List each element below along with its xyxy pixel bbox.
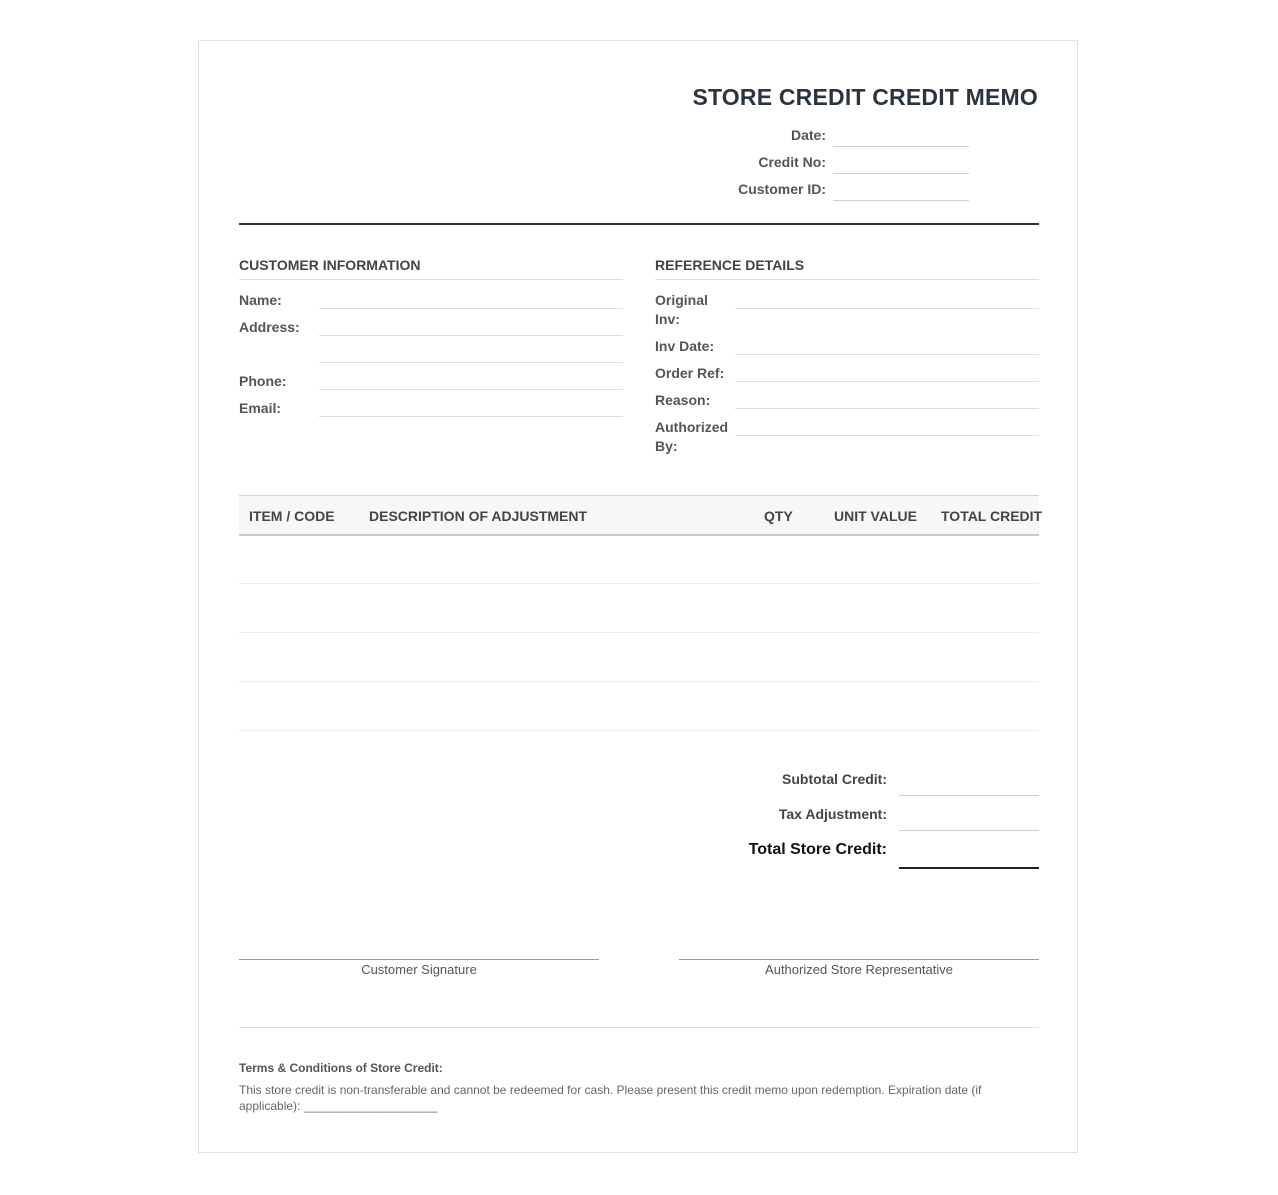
original-inv-label: Original Inv:: [655, 292, 708, 327]
inv-date-field[interactable]: [735, 354, 1039, 355]
customer-signature-line[interactable]: [239, 959, 599, 960]
email-field[interactable]: [319, 416, 623, 417]
footer-divider: [239, 1027, 1039, 1028]
table-row[interactable]: [239, 584, 1039, 633]
customer-id-label: Customer ID:: [738, 181, 826, 197]
inv-date-label: Inv Date:: [655, 338, 715, 354]
name-label: Name:: [239, 292, 282, 308]
column-item-code: ITEM / CODE: [249, 508, 335, 524]
address-field-line-2[interactable]: [319, 362, 623, 363]
customer-info-title: CUSTOMER INFORMATION: [239, 257, 421, 273]
reason-label: Reason:: [655, 392, 711, 408]
subtotal-credit-field[interactable]: [899, 795, 1039, 796]
credit-no-label: Credit No:: [758, 154, 826, 170]
address-field-line-1[interactable]: [319, 335, 623, 336]
items-table-header: [239, 495, 1043, 536]
representative-signature-caption: Authorized Store Representative: [765, 962, 953, 977]
table-row[interactable]: [239, 682, 1039, 731]
tax-adjustment-field[interactable]: [899, 830, 1039, 831]
tax-adjustment-label: Tax Adjustment:: [778, 806, 887, 822]
name-field[interactable]: [319, 308, 623, 309]
total-store-credit-field[interactable]: [899, 867, 1039, 869]
order-ref-label: Order Ref:: [655, 365, 725, 381]
terms-title: Terms & Conditions of Store Credit:: [239, 1061, 443, 1075]
authorized-by-label: Authorized By:: [655, 419, 729, 454]
reference-details-rule: [655, 279, 1039, 280]
date-field[interactable]: [833, 146, 969, 147]
authorized-by-field[interactable]: [735, 435, 1039, 436]
date-label: Date:: [790, 127, 826, 143]
meta-row-date: [199, 127, 1079, 154]
total-store-credit-label: Total Store Credit:: [748, 841, 887, 858]
phone-field[interactable]: [319, 389, 623, 390]
representative-signature-line[interactable]: [679, 959, 1039, 960]
header-divider: [239, 223, 1039, 225]
terms-text: This store credit is non-transferable and cannot be redeemed for cash. Please present this credit memo upon redemption. Expiration date (if applicable): ____________________: [239, 1083, 982, 1113]
credit-memo-page: [198, 40, 1078, 1153]
customer-info-rule: [239, 279, 623, 280]
phone-label: Phone:: [239, 373, 287, 389]
customer-id-field[interactable]: [833, 200, 969, 201]
customer-signature-caption: Customer Signature: [361, 962, 477, 977]
column-unit-value: UNIT VALUE: [834, 508, 917, 524]
credit-no-field[interactable]: [833, 173, 969, 174]
address-label: Address:: [239, 319, 300, 335]
reference-details-title: REFERENCE DETAILS: [655, 257, 805, 273]
original-inv-field[interactable]: [735, 308, 1039, 309]
subtotal-credit-label: Subtotal Credit:: [782, 771, 887, 787]
order-ref-field[interactable]: [735, 381, 1039, 382]
meta-row-customer-id: [199, 181, 1079, 208]
column-description: DESCRIPTION OF ADJUSTMENT: [369, 508, 588, 524]
column-qty: QTY: [764, 508, 793, 524]
meta-row-credit-no: [199, 154, 1079, 181]
email-label: Email:: [239, 400, 282, 416]
column-total-credit: TOTAL CREDIT: [941, 508, 1043, 524]
reason-field[interactable]: [735, 408, 1039, 409]
table-row[interactable]: [239, 535, 1039, 584]
document-title: STORE CREDIT CREDIT MEMO: [692, 84, 1038, 110]
table-row[interactable]: [239, 633, 1039, 682]
